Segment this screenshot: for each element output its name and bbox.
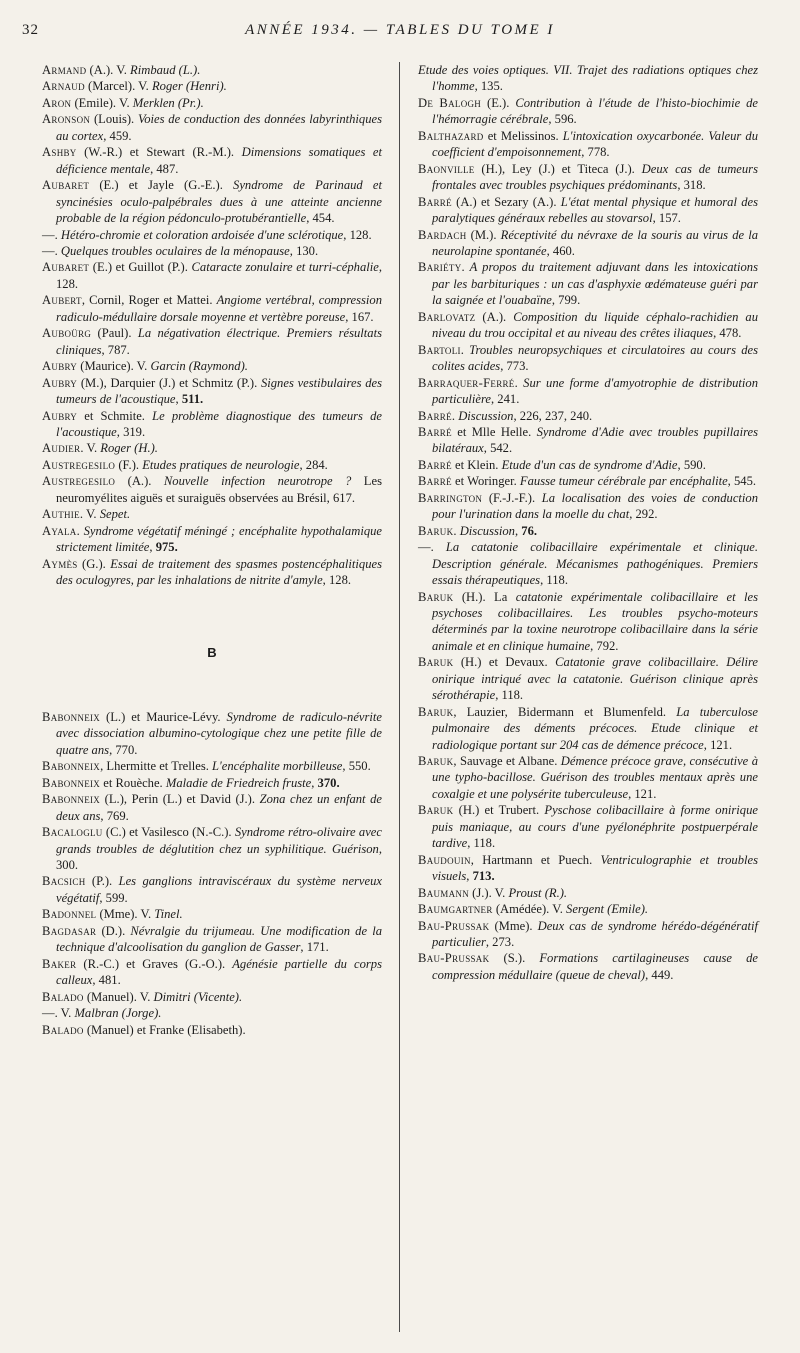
entry-title: Etude des voies optiques. VII. Trajet des radiations optiques chez l'homme (418, 63, 758, 94)
entry-text: (H.), Ley (J.) et Titeca (J.). (474, 161, 642, 176)
entry-author: Baonville (418, 161, 475, 176)
entry-title: Catatonie grave colibacillaire. Délire onirique intriqué avec la catatonie. Guérison clinique après sérothérapie (432, 655, 758, 703)
entry-title: Les ganglions intraviscéraux du système nerveux végétatif (56, 874, 383, 905)
entry-title: La tuberculose pulmonaire des déments précoces. Etude clinique et radiologique portant sur 204 cas de démence précoce (432, 704, 758, 752)
entry-pages: , 157. (652, 211, 681, 226)
entry-author: Barré (418, 424, 452, 439)
index-entry (42, 78, 382, 94)
entry-page-bold: 713. (472, 869, 495, 884)
entry-text: , Sauvage et Albane. (453, 754, 561, 769)
entry-text: (A.). (475, 309, 514, 324)
entry-author: Ashby (42, 145, 77, 160)
entry-text: (R.-C.) et Graves (G.-O.). (76, 956, 233, 971)
entry-title: Névralgie du trijumeau. Une modification de la technique d'alcoolisation du ganglion de Gasser (56, 923, 382, 955)
entry-text: (S.). (489, 951, 540, 966)
entry-author: Balthazard (418, 128, 484, 143)
entry-author: Balado (42, 1022, 84, 1037)
index-entry (42, 292, 382, 325)
entry-text: et Schmite. (77, 408, 153, 423)
page-number: 32 (22, 22, 39, 38)
entry-title: catatonie expérimentale colibacillaire et les psychoses colibacillaires. Les troubles psycho-moteurs déterminés par la toxine neurotrope colibacillaire dans la série animale et en clinique humaine (432, 589, 758, 653)
index-entry (42, 473, 382, 506)
entry-text: —. (418, 540, 446, 555)
index-entry (42, 375, 382, 408)
entry-title: Dimensions somatiques et déficience mentale (56, 145, 383, 176)
entries-a (42, 62, 382, 589)
entry-title: Pyschose colibacillaire à forme onirique puis maniaque, au cours d'une pyélonéphrite postpuerpérale tardive (432, 803, 758, 851)
entry-author: Baker (42, 956, 77, 971)
index-entry (42, 144, 382, 177)
entry-title: Formations cartilagineuses cause de compression médullaire (queue de cheval) (432, 951, 758, 982)
entry-author: Auboürg (42, 326, 92, 341)
entry-author: Barré (418, 474, 452, 489)
index-entry (418, 342, 758, 375)
entry-author: Authie (42, 507, 80, 522)
index-entry (418, 424, 758, 457)
entry-pages: , 460. (546, 243, 575, 258)
entry-pages: , (311, 775, 318, 790)
entry-text: (W.-R.) et Stewart (R.-M.). (76, 145, 242, 160)
entry-title: Démence précoce grave, consécutive à une typho-bacillose. Guérison des troubles mentaux après une coxalgie et une polysérite tuberculeuse (432, 754, 758, 801)
entry-title: Nouvelle infection neurotrope ? (163, 474, 352, 489)
entry-text: —. (42, 243, 61, 258)
entry-pages: , 319. (116, 424, 146, 439)
entry-author: Aubaret (42, 260, 90, 275)
entries-right (418, 62, 758, 983)
entry-text: et Mlle Helle. (451, 424, 537, 439)
entry-author: Arnaud (42, 79, 85, 94)
index-entry (418, 259, 758, 308)
entry-pages: , 787. (101, 342, 130, 357)
entry-title: Etude d'un cas de syndrome d'Adie (501, 457, 678, 472)
entries-b (42, 709, 382, 1038)
index-entry (42, 923, 382, 956)
index-entry (42, 325, 382, 358)
entry-author: Babonneix (42, 759, 101, 774)
entry-title: Sepet. (99, 507, 131, 522)
entry-title: Syndrome rétro-olivaire avec grands troubles de déglutition chez un syphilitique. Guérison (56, 825, 382, 856)
entry-author: Austregesilo (42, 457, 116, 472)
entry-title: Maladie de Friedreich fruste (165, 775, 312, 790)
index-entry (418, 885, 758, 901)
index-entry (418, 918, 758, 951)
entry-page-bold: 511. (181, 392, 204, 407)
index-entry (418, 753, 758, 802)
entry-text: . (451, 408, 459, 423)
index-entry (42, 556, 382, 589)
entry-pages: , 596. (548, 112, 577, 127)
entry-title: Rimbaud (L.). (130, 63, 201, 77)
entry-title: Syndrome végétatif méningé ; encéphalite hypothalamique strictement limitée (56, 523, 383, 555)
entry-text: . V. (80, 441, 101, 456)
index-entry (418, 309, 758, 342)
entry-text: (H.) et Trubert. (453, 803, 545, 818)
index-entry (42, 791, 382, 824)
entry-text: (L.) et Maurice-Lévy. (100, 709, 227, 724)
entry-author: Barrington (418, 490, 483, 505)
entry-text: , Lauzier, Bidermann et Blumenfeld. (453, 704, 677, 719)
entry-text: (A.). (115, 474, 164, 489)
entry-title: Zona chez un enfant de deux ans (56, 792, 382, 823)
entry-title: Deux cas de syndrome hérédo-dégénératif particulier (432, 918, 758, 950)
entry-text: (L.), Perin (L.) et David (J.). (100, 792, 260, 807)
entry-title: Sergent (Emile). (566, 902, 649, 917)
entry-title: Garcin (Raymond). (150, 359, 248, 374)
index-entry (418, 589, 758, 655)
entry-pages: , 128. (56, 260, 382, 291)
entry-title: La négativation électrique. Premiers résultats cliniques (56, 326, 382, 357)
entry-author: Barré (418, 408, 452, 423)
entry-author: Bau-Prussak (418, 951, 490, 966)
entry-title: Angiome vertébral, compression radiculo-médullaire dorsale moyenne et vertèbre poreuse (56, 293, 382, 324)
entry-title: Ventriculographie et troubles visuels (432, 852, 758, 884)
entry-author: Baruk (418, 803, 454, 818)
entry-title: Deux cas de tumeurs frontales avec troubles psychiques prédominants (432, 161, 758, 193)
index-entry (418, 852, 758, 885)
index-entry (418, 802, 758, 851)
entry-text: (C.) et Vasilesco (N.-C.). (102, 825, 235, 840)
entry-title: L'état mental physique et humoral des paralytiques généraux rebelles au stovarsol (432, 194, 758, 226)
entry-pages: , 135. (474, 79, 503, 94)
entry-author: Baumgartner (418, 902, 493, 917)
entry-author: Babonneix (42, 775, 101, 790)
entry-pages: , 542. (483, 441, 513, 456)
entry-pages: , 550. (342, 759, 371, 774)
entry-text: et Melissinos. (483, 128, 563, 143)
entry-author: Barré (418, 457, 452, 472)
index-entry (42, 243, 382, 259)
entry-title: Fausse tumeur cérébrale par encéphalite (519, 474, 728, 489)
page-header (0, 20, 800, 50)
entry-title: Syndrome d'Adie avec troubles pupillaires bilatéraux (432, 424, 758, 456)
entry-pages: , 130. (289, 243, 319, 258)
entry-pages: , 487. (150, 161, 179, 176)
index-entry (42, 62, 382, 78)
entry-title: Essai de traitement des spasmes postencéphalitiques des oculogyres, par les inhalations de nitrite d'amyle (56, 556, 383, 588)
entry-author: Bartoli (418, 342, 461, 357)
index-entry (42, 506, 382, 522)
entry-page-bold: 370. (317, 775, 340, 790)
index-entry (418, 901, 758, 917)
entry-pages: , 770. (109, 742, 138, 757)
entry-author: Bacsich (42, 874, 86, 889)
entry-title: La catatonie colibacillaire expérimentale et clinique. Description générale. Mécanismes pathogéniques. Premiers essais thérapeutiques (432, 540, 758, 588)
entry-text: —. (42, 227, 61, 242)
index-entry (418, 375, 758, 408)
entry-text: (M.), Darquier (J.) et Schmitz (P.). (77, 375, 261, 390)
entry-author: Bariéty (418, 260, 462, 275)
entry-text: (A.) et Sezary (A.). (451, 194, 561, 209)
entry-author: Babonneix (42, 709, 101, 724)
entry-title: Cataracte zonulaire et turri-céphalie (191, 260, 379, 275)
index-entry (418, 62, 758, 95)
entry-author: Bau-Prussak (418, 918, 490, 933)
index-entry (42, 956, 382, 989)
index-entry (42, 873, 382, 906)
index-entry (418, 490, 758, 523)
entry-text: (Emile). V. (71, 95, 133, 110)
index-entry (42, 95, 382, 111)
entry-title: Proust (R.). (508, 885, 568, 900)
entry-author: Barré (418, 194, 452, 209)
index-entry (42, 457, 382, 473)
entry-pages: , 226, 237, 240. (513, 408, 593, 423)
index-entry (418, 408, 758, 424)
entry-author: Aubaret (42, 178, 90, 193)
entry-text: (A.). V. (86, 63, 131, 77)
entry-author: Baruk (418, 589, 454, 604)
section-letter-b: B (207, 644, 217, 660)
entry-text: (H.) et Devaux. (453, 655, 556, 670)
entry-author: Aronson (42, 112, 91, 127)
entry-author: Baruk (418, 704, 454, 719)
entry-text: (E.) et Jayle (G.-E.). (89, 178, 234, 193)
entry-author: Aron (42, 95, 72, 110)
entry-author: Austregesilo (42, 474, 116, 489)
entry-text: (Marcel). V. (84, 79, 152, 94)
entry-title: Tinel. (154, 907, 183, 922)
entry-author: Bardach (418, 227, 467, 242)
entry-author: Aubry (42, 375, 78, 390)
entry-title: Merklen (Pr.). (132, 95, 204, 110)
entry-author: Aubry (42, 408, 78, 423)
entry-author: Bacaloglu (42, 825, 103, 840)
entry-page-bold: 975. (155, 540, 178, 555)
entry-pages: , 284. (299, 457, 328, 472)
entry-author: Badonnel (42, 907, 97, 922)
entry-author: Babonneix (42, 792, 101, 807)
entry-pages: , (175, 392, 182, 407)
entry-author: Bagdasar (42, 923, 97, 938)
entry-pages: , 292. (629, 507, 658, 522)
entry-pages: , (466, 869, 473, 884)
entry-title: Agénésie partielle du corps calleux (56, 956, 382, 988)
index-entry (418, 473, 758, 489)
entry-text: (Maurice). V. (77, 359, 151, 374)
entry-pages: , 481. (92, 973, 121, 988)
entry-pages: , 449. (645, 967, 674, 982)
index-entry (418, 654, 758, 703)
entry-title: Sur une forme d'amyotrophie de distribution particulière (432, 375, 759, 407)
entry-pages: , 118. (540, 573, 568, 588)
entry-text: (Louis). (90, 112, 138, 127)
index-entry (418, 194, 758, 227)
index-entry (418, 950, 758, 983)
entry-text: (Mme). V. (96, 907, 155, 922)
index-entry (418, 523, 758, 539)
entry-text: et Rouèche. (100, 775, 166, 790)
entry-title: Hétéro-chromie et coloration ardoisée d'une sclérotique (60, 227, 344, 242)
right-column (418, 62, 758, 983)
entry-author: Barraquer-Ferré (418, 375, 515, 390)
left-column (42, 62, 382, 1038)
entry-text: (Manuel). V. (83, 989, 154, 1004)
entry-author: Baruk (418, 754, 454, 769)
entry-title: Etudes pratiques de neurologie (142, 457, 300, 472)
index-entry (418, 704, 758, 753)
entry-text: (E.) et Guillot (P.). (89, 260, 192, 275)
entry-title: Le problème diagnostique des tumeurs de l'acoustique (56, 408, 382, 439)
entry-author: Baruk (418, 655, 454, 670)
entry-pages: , 121. (703, 737, 733, 752)
index-entry (42, 709, 382, 758)
index-entry (42, 906, 382, 922)
entry-text: , Lhermitte et Trelles. (100, 759, 213, 774)
entry-text: (E.). (481, 95, 516, 110)
entry-text: . (514, 375, 524, 390)
index-entry (42, 1022, 382, 1038)
index-entry (42, 177, 382, 226)
entry-text: (P.). (85, 874, 119, 889)
entry-author: Armand (42, 63, 87, 77)
entry-pages: , 128. (322, 573, 352, 588)
index-entry (42, 758, 382, 774)
entry-title: Quelques troubles oculaires de la ménopause (60, 243, 290, 258)
entry-text: (F.). (115, 457, 143, 472)
index-entry (42, 824, 382, 873)
entry-pages: , 118. (495, 688, 524, 703)
entry-pages: , 590. (677, 457, 706, 472)
entry-author: Balado (42, 989, 84, 1004)
entry-title: Syndrome de radiculo-névrite avec dissociation albumino-cytologique chez une petite fille de quatre ans (56, 709, 382, 757)
entry-page-bold: 76. (521, 523, 538, 538)
entry-author: Baudouin (418, 852, 471, 867)
entry-title: L'intoxication oxycarbonée. Valeur du coefficient d'empoisonnement (432, 128, 758, 160)
entry-pages: , (514, 523, 522, 538)
entry-title: Dimitri (Vicente). (153, 989, 243, 1004)
entry-text: et Woringer. (451, 474, 520, 489)
entry-text: . (76, 523, 84, 538)
entry-pages: , 478. (713, 326, 742, 341)
entry-title: Roger (Henri). (151, 79, 227, 94)
entry-pages: , 599. (99, 890, 128, 905)
entry-title: Voies de conduction des données labyrinthiques au cortex (56, 112, 382, 143)
running-title: ANNÉE 1934. — TABLES DU TOME I (245, 22, 555, 38)
index-entry (418, 539, 758, 588)
entry-pages: , 128. (343, 227, 372, 242)
entry-text: . V. (79, 507, 100, 522)
entry-text: —. V. (42, 1006, 75, 1021)
entry-title: Composition du liquide céphalo-rachidien au niveau du trou occipital et au niveau des crêtes iliaques (432, 309, 758, 341)
entry-title: Syndrome de Parinaud et syncinésies oculo-palpébrales dues à une atteinte ancienne probable de la région pédonculo-protubérantielle (56, 178, 382, 226)
entry-text: . (460, 342, 470, 357)
entry-pages: , 792. (590, 638, 619, 653)
entry-title: La localisation des voies de conduction pour l'urination dans la moelle du chat (432, 490, 758, 522)
entry-text: , Hartmann et Puech. (470, 852, 601, 867)
index-entry (42, 440, 382, 456)
entry-author: Audier (42, 441, 81, 456)
entry-author: De Balogh (418, 95, 482, 110)
entry-text: , Cornil, Roger et Mattei. (81, 293, 217, 308)
entry-text: et Klein. (451, 457, 502, 472)
index-entry (42, 227, 382, 243)
index-entry (42, 358, 382, 374)
entry-title: Réceptivité du névraxe de la souris au virus de la neurolapine spontanée (432, 227, 758, 258)
entry-title: L'encéphalite morbilleuse (212, 759, 343, 774)
entry-text: . (461, 260, 470, 275)
entry-pages: , 241. (491, 392, 520, 407)
index-entry (42, 989, 382, 1005)
entry-text: (Mme). (489, 918, 538, 933)
entry-text: (Paul). (91, 326, 138, 341)
entry-text: (Manuel) et Franke (Elisabeth). (83, 1022, 246, 1037)
entry-pages: , 171. (300, 940, 329, 955)
entry-pages: , (149, 540, 156, 555)
entry-pages: , 118. (467, 836, 496, 851)
entry-text: (Amédée). V. (492, 902, 567, 917)
entry-pages: , 167. (345, 309, 374, 324)
entry-title: Discussion (459, 523, 515, 538)
index-entry (418, 128, 758, 161)
entry-pages: , 454. (306, 211, 335, 226)
entry-text: (H.). La (453, 589, 516, 604)
entry-text: (J.). V. (469, 885, 509, 900)
entry-title: Discussion (458, 408, 514, 423)
entry-author: Baruk (418, 523, 454, 538)
entry-text: (D.). (96, 923, 131, 938)
index-entry (418, 457, 758, 473)
entry-pages: , 121. (628, 786, 657, 801)
entry-text: . (453, 523, 460, 538)
index-entry (418, 227, 758, 260)
index-entry (42, 775, 382, 791)
index-entry (418, 161, 758, 194)
entry-pages: , 273. (485, 935, 515, 950)
entry-author: Barlovatz (418, 309, 476, 324)
entry-author: Aubert (42, 293, 82, 308)
entry-text: (F.-J.-F.). (482, 490, 542, 505)
index-entry (42, 259, 382, 292)
index-entry (42, 1005, 382, 1021)
entry-author: Baumann (418, 885, 469, 900)
entry-title: Signes vestibulaires des tumeurs de l'acoustique (56, 375, 382, 407)
entry-text: (M.). (466, 227, 501, 242)
entry-title: Troubles neuropsychiques et circulatoires au cours des colites acides (432, 342, 758, 374)
entry-title: A propos du traitement adjuvant dans les intoxications par les barbituriques : un cas d'asphyxie œdémateuse guéri par la saignée et l'ouabaïne (432, 260, 758, 308)
index-entry (418, 95, 758, 128)
entry-pages: , 769. (100, 808, 129, 823)
index-entry (42, 111, 382, 144)
entry-pages: Les neuromyélites aiguës et suraiguës observées au Brésil, 617. (56, 474, 382, 505)
index-entry (42, 408, 382, 441)
entry-title: Contribution à l'étude de l'histo-biochimie de l'hémorragie cérébrale (432, 95, 758, 127)
entry-pages: , 318. (677, 178, 706, 193)
entry-author: Ayala (42, 523, 77, 538)
entry-title: Roger (H.). (100, 441, 158, 456)
entry-pages: , 799. (551, 293, 581, 308)
entry-pages: , 778. (581, 145, 610, 160)
entry-pages: , 545. (727, 474, 757, 489)
entry-title: Malbran (Jorge). (74, 1006, 162, 1021)
entry-text: (G.). (77, 556, 111, 571)
entry-author: Aubry (42, 359, 78, 374)
entry-pages: , 459. (103, 128, 132, 143)
column-divider (399, 62, 400, 1332)
index-entry (42, 523, 382, 556)
entry-pages: , 773. (500, 359, 529, 374)
entry-pages: , 300. (56, 841, 382, 873)
entry-author: Aymès (42, 556, 78, 571)
